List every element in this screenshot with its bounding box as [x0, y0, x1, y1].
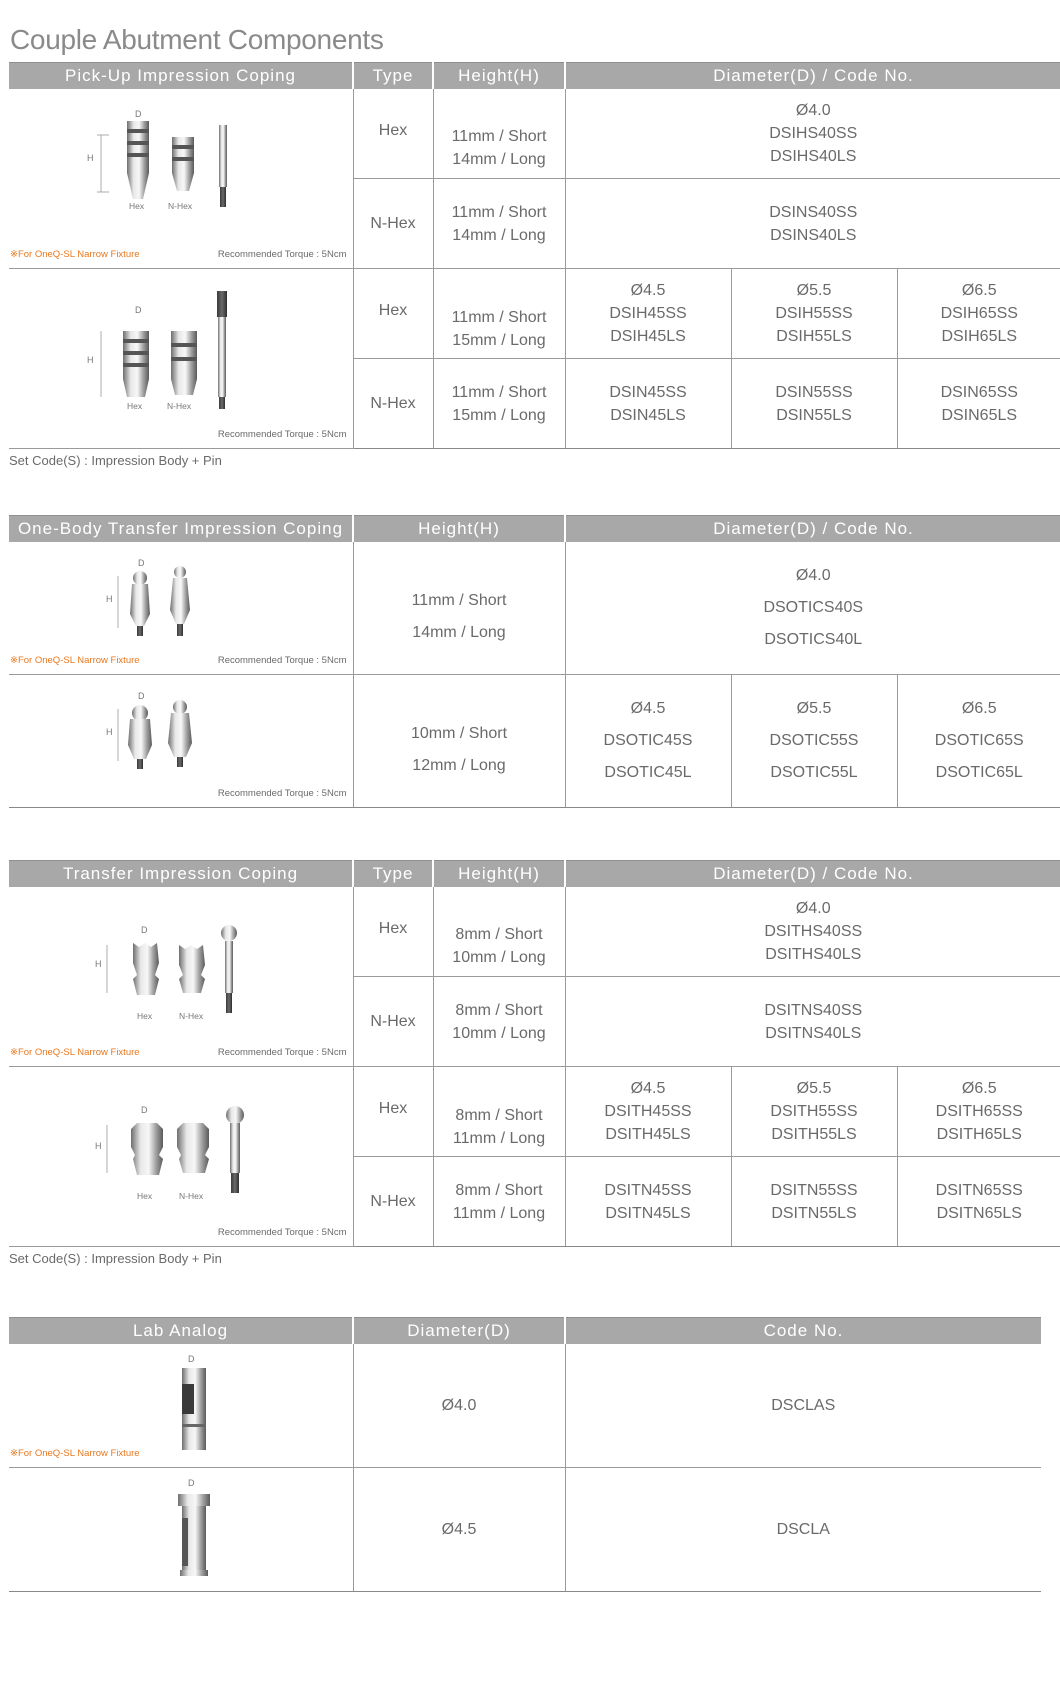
- lab-header-diameter: Diameter(D): [353, 1318, 565, 1344]
- transfer-table: [9, 860, 1060, 1247]
- code-cell: Ø4.5 DSIH45SS DSIH45LS: [565, 269, 731, 359]
- type-cell: N-Hex: [353, 179, 433, 269]
- type-cell: Hex: [353, 269, 433, 359]
- code-cell: Ø4.0 DSOTICS40S DSOTICS40L: [565, 542, 1060, 675]
- set-code-note: Set Code(S) : Impression Body + Pin: [9, 1251, 222, 1266]
- pickup-coping-image: [79, 107, 279, 227]
- height-cell: 8mm / Short 10mm / Long: [433, 887, 565, 977]
- torque-note: Recommended Torque : 5Ncm: [217, 1047, 347, 1058]
- nhex-label: N-Hex: [168, 200, 193, 211]
- transfer-header-diameter: Diameter(D) / Code No.: [565, 861, 1060, 887]
- svg-text:D: D: [141, 924, 148, 935]
- type-cell: N-Hex: [353, 977, 433, 1067]
- svg-text:D: D: [135, 305, 142, 315]
- lab-analog-image: [164, 1478, 224, 1578]
- svg-text:N-Hex: N-Hex: [179, 1010, 204, 1021]
- type-cell: Hex: [353, 887, 433, 977]
- svg-text:H: H: [95, 1141, 102, 1151]
- svg-text:D: D: [188, 1478, 195, 1488]
- transfer-header-type: Type: [353, 861, 433, 887]
- code-cell: DSIN45SS DSIN45LS: [565, 359, 731, 449]
- pickup-illustration-regular: [9, 269, 353, 449]
- code-cell: DSITNS40SS DSITNS40LS: [565, 977, 1060, 1067]
- lab-analog-illustration-regular: [9, 1468, 353, 1592]
- onebody-coping-image: [104, 558, 244, 648]
- lab-header-code: Code No.: [565, 1318, 1041, 1344]
- height-cell: 8mm / Short 10mm / Long: [433, 977, 565, 1067]
- code-cell: Ø6.5 DSIH65SS DSIH65LS: [897, 269, 1060, 359]
- transfer-illustration-narrow: [9, 887, 353, 1067]
- code-cell: DSINS40SS DSINS40LS: [565, 179, 1060, 269]
- type-cell: N-Hex: [353, 1157, 433, 1247]
- height-cell: 11mm / Short 14mm / Long: [433, 179, 565, 269]
- onebody-illustration-regular: [9, 675, 353, 808]
- code-cell: Ø5.5 DSIH55SS DSIH55LS: [731, 269, 897, 359]
- lab-analog-illustration-narrow: [9, 1344, 353, 1468]
- svg-text:D: D: [138, 691, 145, 701]
- height-cell: 11mm / Short 15mm / Long: [433, 269, 565, 359]
- code-cell: DSIN55SS DSIN55LS: [731, 359, 897, 449]
- onebody-header-height: Height(H): [353, 516, 565, 542]
- code-cell: DSCLA: [565, 1468, 1041, 1592]
- type-cell: N-Hex: [353, 359, 433, 449]
- height-cell: 11mm / Short 14mm / Long: [433, 89, 565, 179]
- code-cell: Ø4.0 DSITHS40SS DSITHS40LS: [565, 887, 1060, 977]
- code-cell: DSIN65SS DSIN65LS: [897, 359, 1060, 449]
- pickup-coping-image: [79, 291, 279, 431]
- transfer-header-height: Height(H): [433, 861, 565, 887]
- torque-note: Recommended Torque : 5Ncm: [217, 249, 347, 260]
- transfer-coping-image: [79, 923, 279, 1043]
- svg-text:H: H: [87, 355, 94, 365]
- svg-text:Hex: Hex: [127, 401, 143, 411]
- transfer-coping-image: [79, 1103, 279, 1223]
- code-cell: Ø5.5 DSOTIC55S DSOTIC55L: [731, 675, 897, 808]
- transfer-header-name: Transfer Impression Coping: [9, 861, 353, 887]
- code-cell: DSCLAS: [565, 1344, 1041, 1468]
- svg-text:H: H: [106, 593, 113, 604]
- onebody-illustration-narrow: [9, 542, 353, 675]
- lab-analog-table: [9, 1317, 1041, 1592]
- code-cell: Ø4.0 DSIHS40SS DSIHS40LS: [565, 89, 1060, 179]
- set-code-note: Set Code(S) : Impression Body + Pin: [9, 453, 222, 468]
- code-cell: DSITN55SS DSITN55LS: [731, 1157, 897, 1247]
- onebody-table: [9, 515, 1060, 808]
- svg-text:D: D: [188, 1353, 195, 1364]
- code-cell: Ø4.5 DSITH45SS DSITH45LS: [565, 1067, 731, 1157]
- pickup-header-name: Pick-Up Impression Coping: [9, 63, 353, 89]
- svg-text:Hex: Hex: [137, 1191, 153, 1201]
- page-title: Couple Abutment Components: [10, 24, 384, 55]
- pickup-header-type: Type: [353, 63, 433, 89]
- height-cell: 8mm / Short 11mm / Long: [433, 1157, 565, 1247]
- height-cell: 8mm / Short 11mm / Long: [433, 1067, 565, 1157]
- pickup-table: [9, 62, 1060, 449]
- torque-note: Recommended Torque : 5Ncm: [217, 655, 347, 666]
- height-cell: 11mm / Short 15mm / Long: [433, 359, 565, 449]
- narrow-fixture-note: ※For OneQ-SL Narrow Fixture: [10, 1448, 140, 1459]
- narrow-fixture-note: ※For OneQ-SL Narrow Fixture: [10, 1047, 140, 1058]
- code-cell: Ø5.5 DSITH55SS DSITH55LS: [731, 1067, 897, 1157]
- transfer-illustration-regular: [9, 1067, 353, 1247]
- lab-analog-image: [164, 1354, 224, 1454]
- torque-note: Recommended Torque : 5Ncm: [217, 788, 347, 799]
- torque-note: Recommended Torque : 5Ncm: [217, 1227, 347, 1238]
- narrow-fixture-note: ※For OneQ-SL Narrow Fixture: [10, 655, 140, 666]
- svg-text:D: D: [141, 1105, 148, 1115]
- onebody-header-name: One-Body Transfer Impression Coping: [9, 516, 353, 542]
- pickup-header-height: Height(H): [433, 63, 565, 89]
- height-cell: 10mm / Short 12mm / Long: [353, 675, 565, 808]
- code-cell: DSITN65SS DSITN65LS: [897, 1157, 1060, 1247]
- svg-text:H: H: [87, 152, 94, 163]
- pickup-header-diameter: Diameter(D) / Code No.: [565, 63, 1060, 89]
- code-cell: DSITN45SS DSITN45LS: [565, 1157, 731, 1247]
- diameter-cell: Ø4.0: [353, 1344, 565, 1468]
- narrow-fixture-note: ※For OneQ-SL Narrow Fixture: [10, 249, 140, 260]
- code-cell: Ø4.5 DSOTIC45S DSOTIC45L: [565, 675, 731, 808]
- onebody-coping-image: [104, 691, 244, 781]
- svg-text:D: D: [138, 557, 145, 568]
- svg-text:Hex: Hex: [137, 1010, 153, 1021]
- lab-header-name: Lab Analog: [9, 1318, 353, 1344]
- type-cell: Hex: [353, 1067, 433, 1157]
- type-cell: Hex: [353, 89, 433, 179]
- svg-text:D: D: [135, 108, 142, 119]
- torque-note: Recommended Torque : 5Ncm: [217, 429, 347, 440]
- svg-text:N-Hex: N-Hex: [179, 1191, 204, 1201]
- onebody-header-diameter: Diameter(D) / Code No.: [565, 516, 1060, 542]
- code-cell: Ø6.5 DSOTIC65S DSOTIC65L: [897, 675, 1060, 808]
- svg-text:H: H: [95, 958, 102, 969]
- hex-label: Hex: [129, 200, 145, 211]
- diameter-cell: Ø4.5: [353, 1468, 565, 1592]
- pickup-illustration-narrow: [9, 89, 353, 269]
- svg-text:H: H: [106, 727, 113, 737]
- svg-text:N-Hex: N-Hex: [167, 401, 192, 411]
- code-cell: Ø6.5 DSITH65SS DSITH65LS: [897, 1067, 1060, 1157]
- height-cell: 11mm / Short 14mm / Long: [353, 542, 565, 675]
